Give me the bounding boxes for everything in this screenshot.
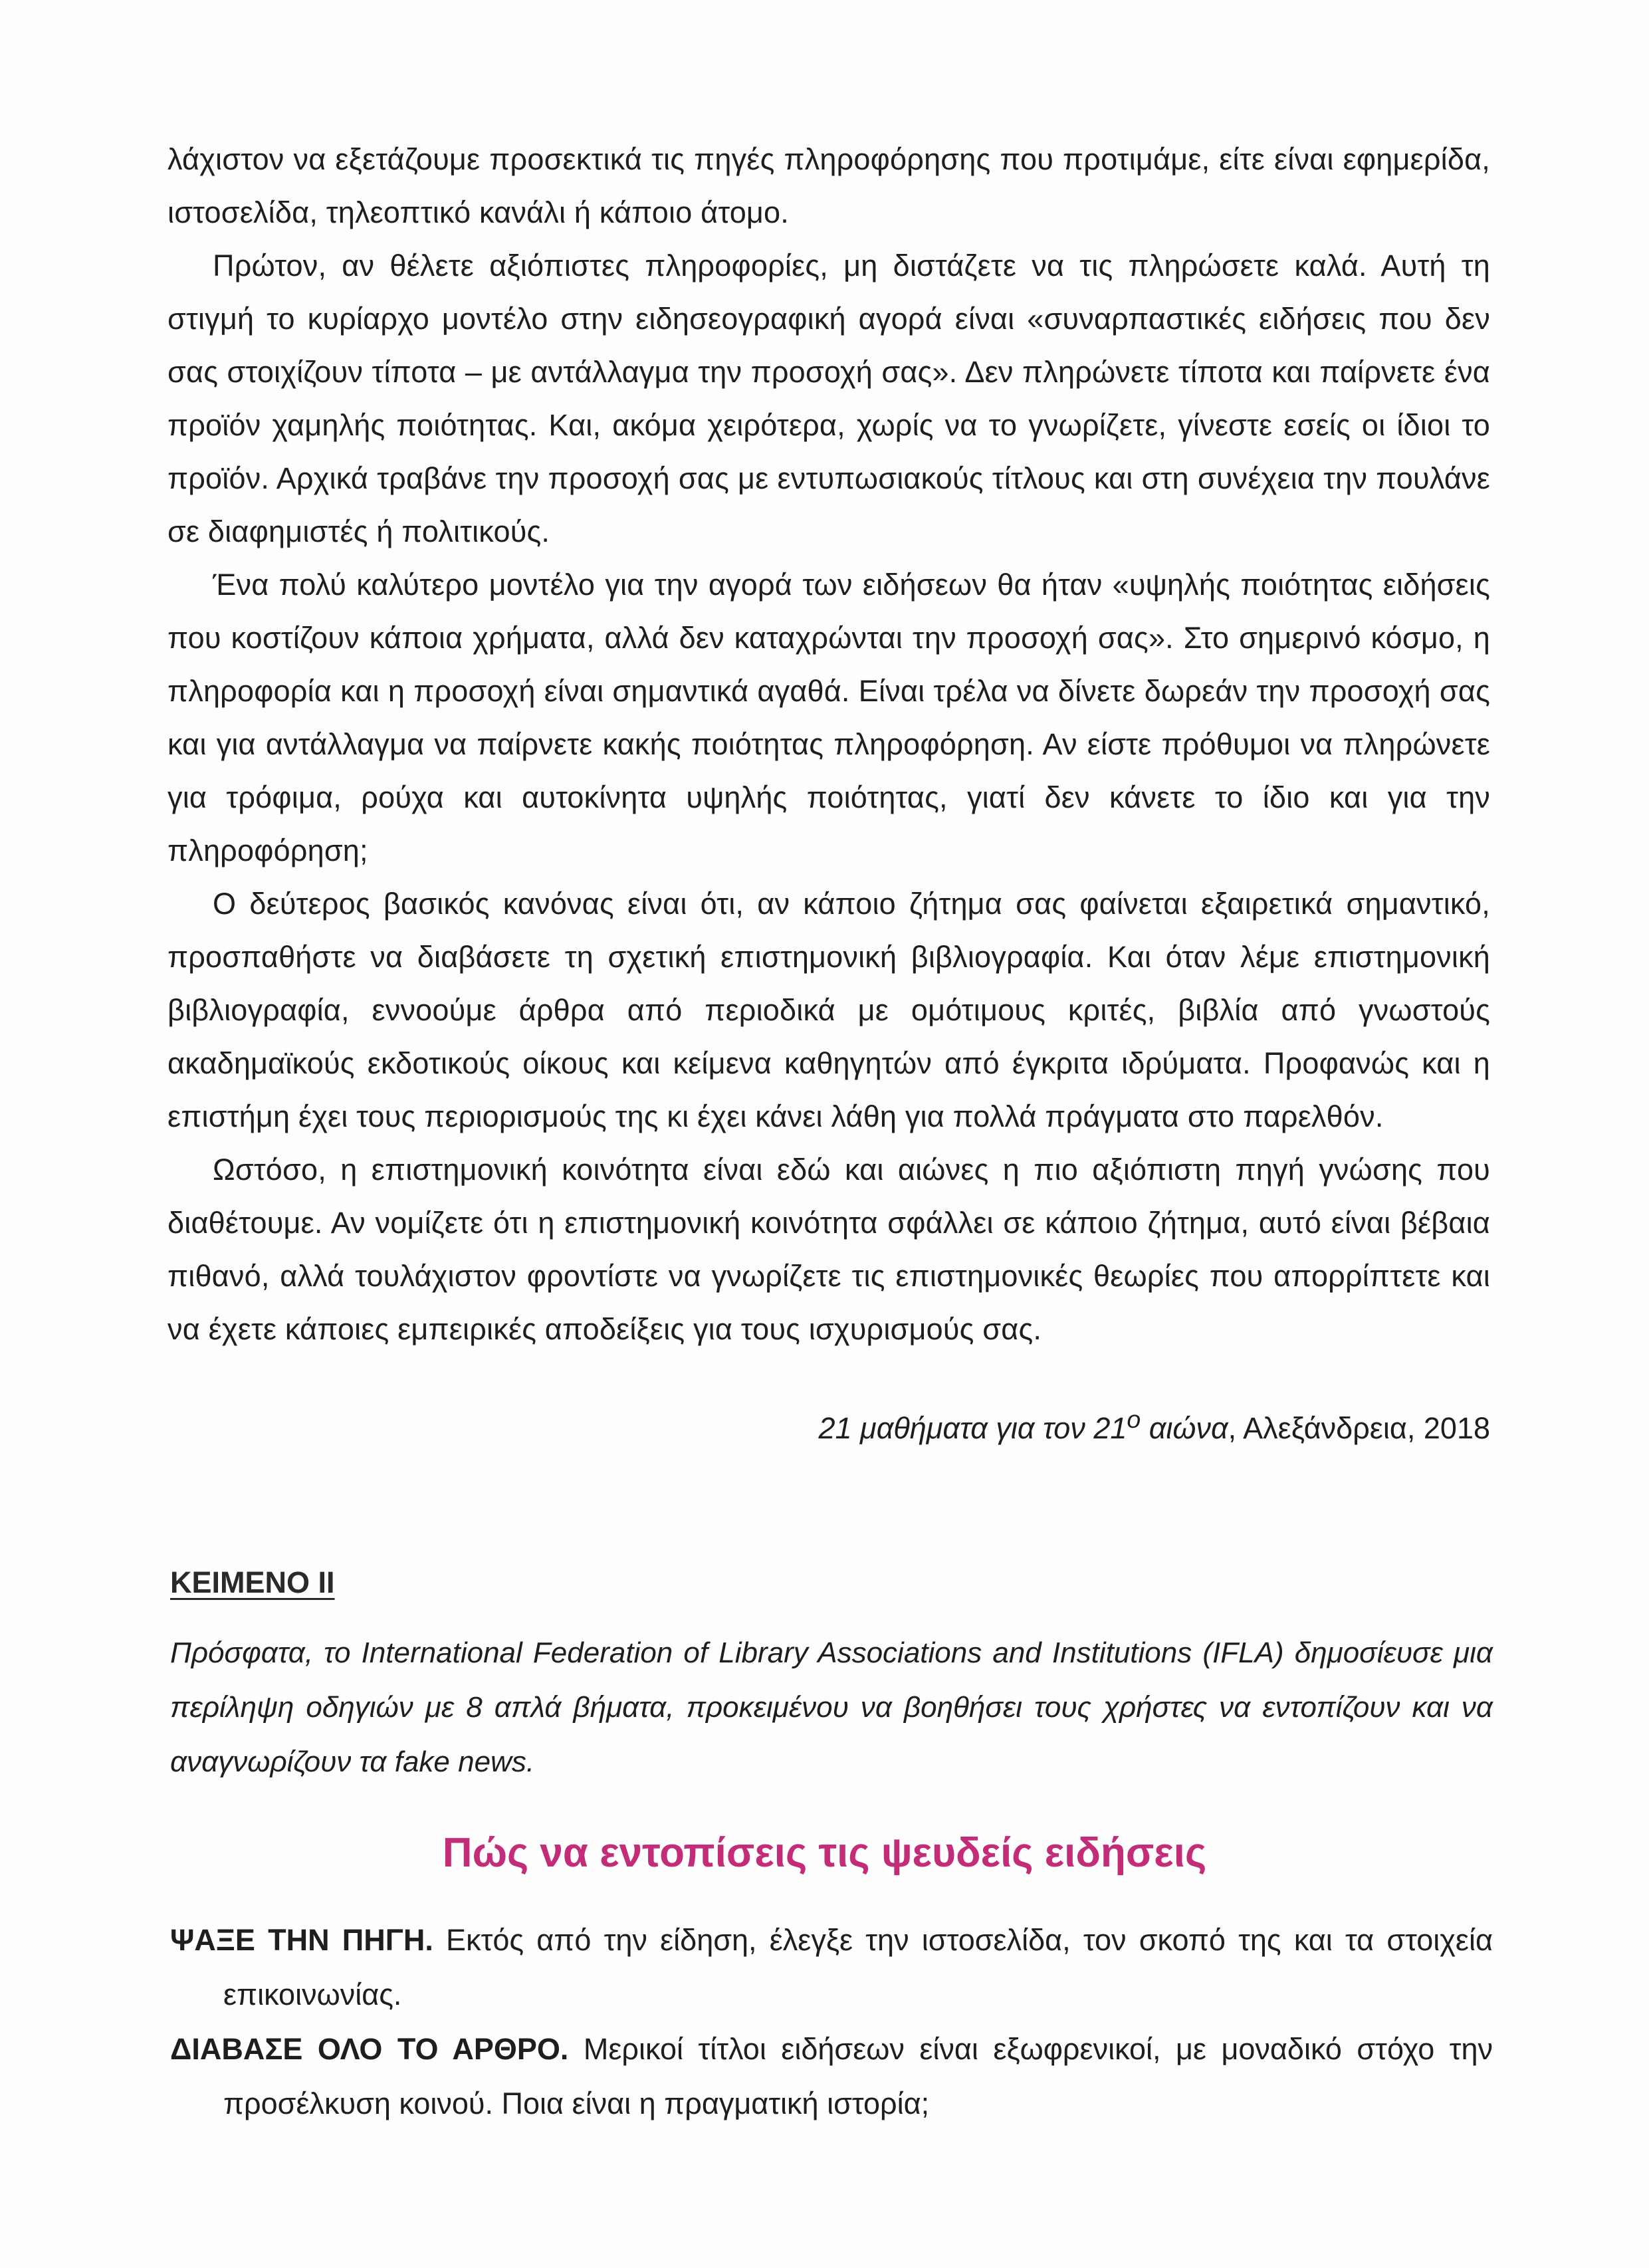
tip-lead: ΨΑΞΕ ΤΗΝ ΠΗΓΗ. — [170, 1923, 433, 1957]
citation-book-title-b: αιώνα — [1141, 1411, 1228, 1445]
citation-book-title-a: 21 μαθήματα για τον 21 — [818, 1411, 1127, 1445]
source-citation — [818, 1399, 1490, 1448]
tips-heading: Πώς να εντοπίσεις τις ψευδείς ειδήσεις — [442, 1830, 1207, 1876]
text-1-body — [167, 133, 1490, 1356]
tips-list — [170, 1913, 1493, 2131]
tip-lead: ΔΙΑΒΑΣΕ ΟΛΟ ΤΟ ΑΡΘΡΟ. — [170, 2032, 569, 2066]
paragraph-5: Ωστόσο, η επιστημονική κοινότητα είναι εδώ και αιώνες η πιο αξιόπιστη πηγή γνώσης που διαθέτουμε. Αν νομίζετε ότι η επιστημονική κοινότητα σφάλλει σε κάποιο ζήτημα, αυτό είναι βέβαια πιθανό, αλλά τουλάχιστον φροντίστε να γνωρίζετε τις επιστημονικές θεωρίες που απορρίπτετε και να έχετε κάποιες εμπειρικές αποδείξεις για τους ισχυρισμούς σας. — [167, 1153, 1490, 1346]
citation-superscript: ο — [1127, 1405, 1141, 1433]
paragraph-3: Ένα πολύ καλύτερο μοντέλο για την αγορά των ειδήσεων θα ήταν «υψηλής ποιότητας ειδήσεις που κοστίζουν κάποια χρήματα, αλλά δεν καταχρώνται την προσοχή σας». Στο σημερινό κόσμο, η πληροφορία και η προσοχή είναι σημαντικά αγαθά. Είναι τρέλα να δίνετε δωρεάν την προσοχή σας και για αντάλλαγμα να παίρνετε κακής ποιότητας πληροφόρηση. Αν είστε πρόθυμοι να πληρώνετε για τρόφιμα, ρούχα και αυτοκίνητα υψηλής ποιότητας, γιατί δεν κάνετε το ίδιο και για την πληροφόρηση; — [167, 568, 1490, 867]
paragraph-1: λάχιστον να εξετάζουμε προσεκτικά τις πηγές πληροφόρησης που προτιμάμε, είτε είναι εφημερίδα, ιστοσελίδα, τηλεοπτικό κανάλι ή κάποιο άτομο. — [167, 142, 1490, 229]
section-label-text-2: ΚΕΙΜΕΝΟ ΙΙ — [170, 1565, 335, 1599]
text-2-intro: Πρόσφατα, το International Federation of Library Associations and Institutions (IFLA) δημοσίευσε μια περίληψη οδηγιών με 8 απλά βήματα, προκειμένου να βοηθήσει τους χρήστες να εντοπίζουν και να αναγνωρίζουν τα fake news. — [170, 1637, 1493, 1778]
tip-text: Εκτός από την είδηση, έλεγξε την ιστοσελίδα, τον σκοπό της και τα στοιχεία επικοινωνίας. — [223, 1923, 1493, 2011]
tip-text: Μερικοί τίτλοι ειδήσεων είναι εξωφρενικοί, με μοναδικό στόχο την προσέλκυση κοινού. Ποια είναι η πραγματική ιστορία; — [223, 2032, 1493, 2120]
paragraph-2: Πρώτον, αν θέλετε αξιόπιστες πληροφορίες, μη διστάζετε να τις πληρώσετε καλά. Αυτή τη στιγμή το κυρίαρχο μοντέλο στην ειδησεογραφική αγορά είναι «συναρπαστικές ειδήσεις που δεν σας στοιχίζουν τίποτα – με αντάλλαγμα την προσοχή σας». Δεν πληρώνετε τίποτα και παίρνετε ένα προϊόν χαμηλής ποιότητας. Και, ακόμα χειρότερα, χωρίς να το γνωρίζετε, γίνεστε εσείς οι ίδιοι το προϊόν. Αρχικά τραβάνε την προσοχή σας με εντυπωσιακούς τίτλους και στη συνέχεια την πουλάνε σε διαφημιστές ή πολιτικούς. — [167, 249, 1490, 548]
tip-item — [170, 1913, 1493, 2022]
citation-publisher: , Αλεξάνδρεια, 2018 — [1228, 1411, 1490, 1445]
paragraph-4: Ο δεύτερος βασικός κανόνας είναι ότι, αν κάποιο ζήτημα σας φαίνεται εξαιρετικά σημαντικό, προσπαθήστε να διαβάσετε τη σχετική επιστημονική βιβλιογραφία. Και όταν λέμε επιστημονική βιβλιογραφία, εννοούμε άρθρα από περιοδικά με ομότιμους κριτές, βιβλία από γνωστούς ακαδημαϊκούς εκδοτικούς οίκους και κείμενα καθηγητών από έγκριτα ιδρύματα. Προφανώς και η επιστήμη έχει τους περιορισμούς της κι έχει κάνει λάθη για πολλά πράγματα στο παρελθόν. — [167, 887, 1490, 1133]
tip-item — [170, 2022, 1493, 2131]
